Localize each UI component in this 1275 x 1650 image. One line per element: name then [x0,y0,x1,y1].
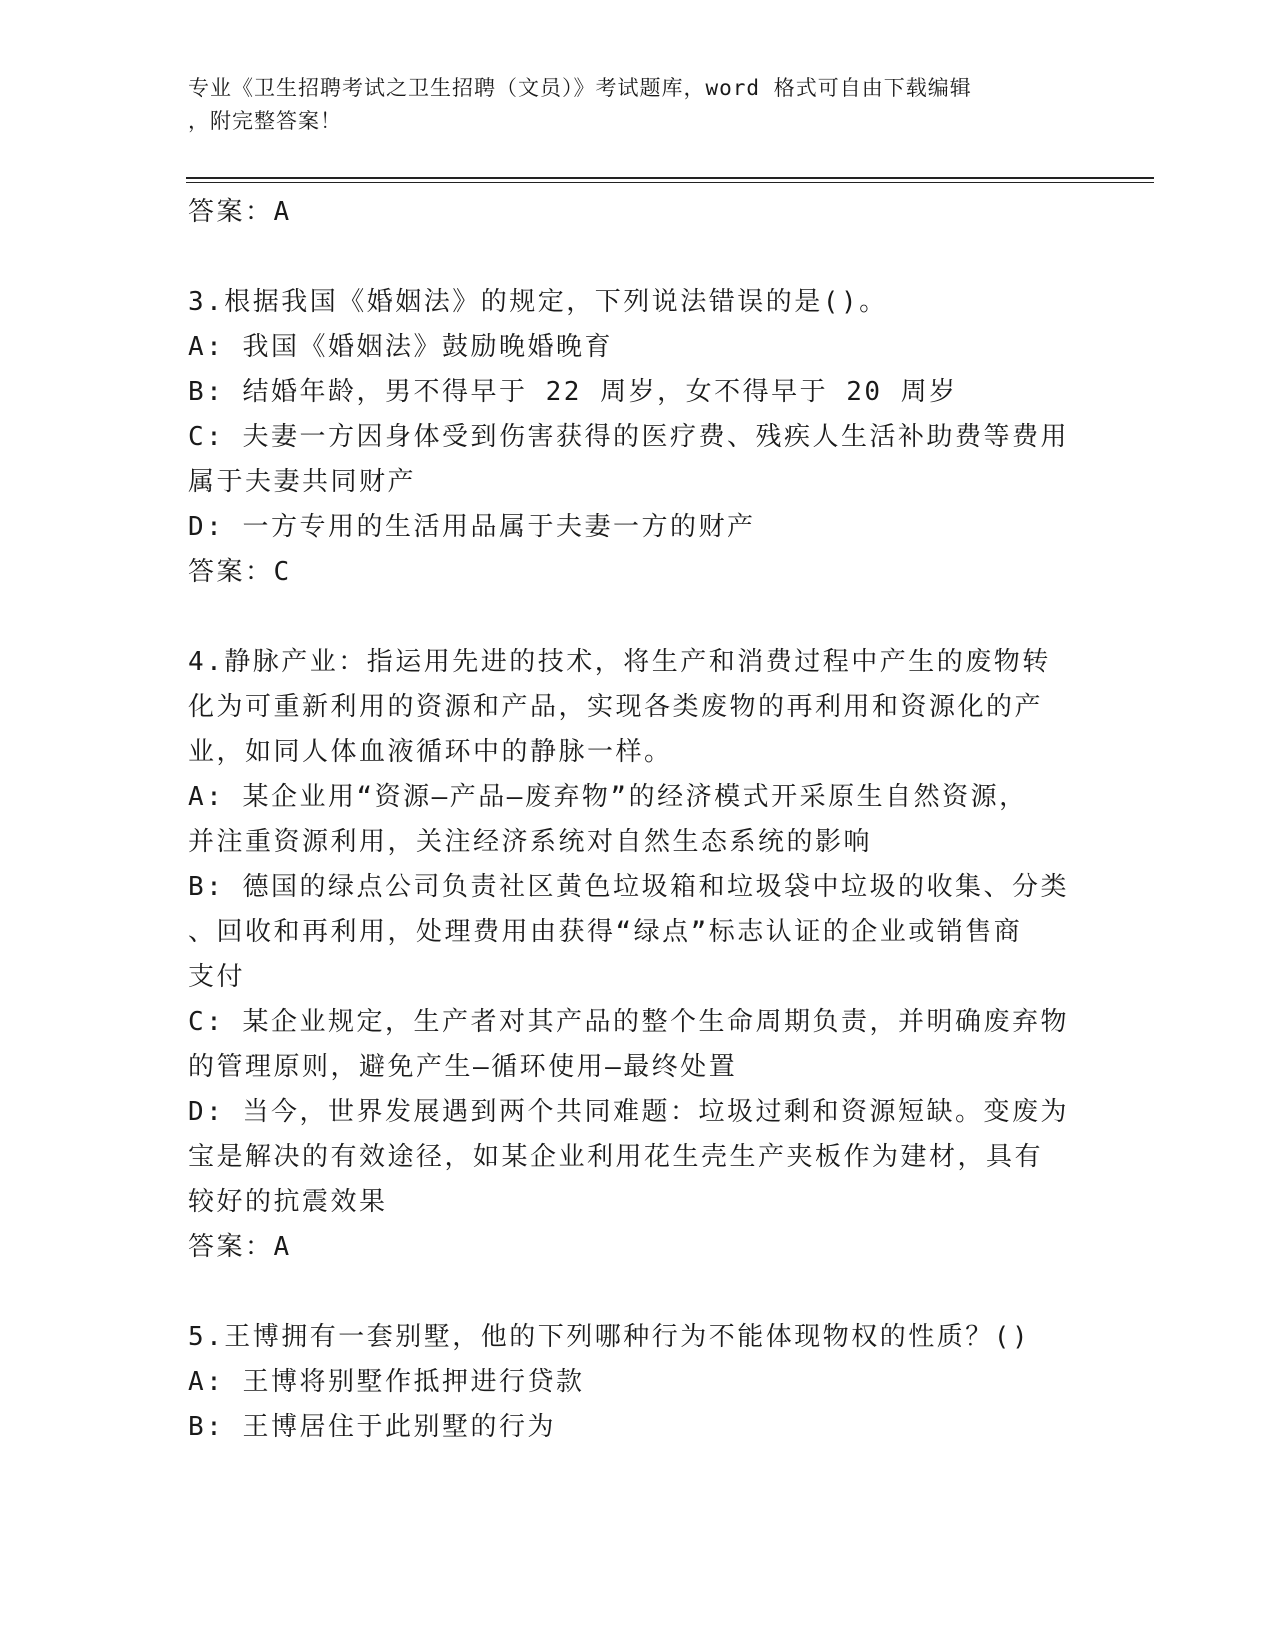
option-d-continued: 较好的抗震效果 [188,1187,388,1217]
question-stem-continued: 业，如同人体血液循环中的静脉一样。 [188,737,673,767]
spacer [188,1270,1088,1315]
option-c: C: 某企业规定，生产者对其产品的整个生命周期负责，并明确废弃物 [188,1007,1069,1037]
option-c-continued: 属于夫妻共同财产 [188,467,417,497]
option-b: B: 德国的绿点公司负责社区黄色垃圾箱和垃圾袋中垃圾的收集、分类 [188,872,1069,902]
question-stem-continued: 化为可重新利用的资源和产品，实现各类废物的再利用和资源化的产 [188,692,1044,722]
question-3 [188,280,1088,595]
option-c-continued: 的管理原则，避免产生—循环使用—最终处置 [188,1052,738,1082]
option-a: A: 王博将别墅作抵押进行贷款 [188,1367,585,1397]
document-header [188,72,1068,138]
question-stem: 3.根据我国《婚姻法》的规定，下列说法错误的是()。 [188,287,888,317]
question-content [188,190,1088,1450]
option-b: B: 结婚年龄，男不得早于 22 周岁，女不得早于 20 周岁 [188,377,958,407]
spacer [188,235,1088,280]
answer-line: 答案：C [188,557,292,587]
option-a: A: 我国《婚姻法》鼓励晚婚晚育 [188,332,613,362]
option-d: D: 当今，世界发展遇到两个共同难题：垃圾过剩和资源短缺。变废为 [188,1097,1069,1127]
option-b-continued: 、回收和再利用，处理费用由获得“绿点”标志认证的企业或销售商 [188,917,1023,947]
question-stem: 5.王博拥有一套别墅，他的下列哪种行为不能体现物权的性质？() [188,1322,1031,1352]
question-stem: 4.静脉产业：指运用先进的技术，将生产和消费过程中产生的废物转 [188,647,1051,677]
question-5 [188,1315,1088,1450]
option-b-continued: 支付 [188,962,246,992]
option-d: D: 一方专用的生活用品属于夫妻一方的财产 [188,512,756,542]
option-d-continued: 宝是解决的有效途径，如某企业利用花生壳生产夹板作为建材，具有 [188,1142,1044,1172]
header-line: ，附完整答案！ [188,109,342,133]
answer-line: 答案：A [188,1232,292,1262]
option-a-continued: 并注重资源利用，关注经济系统对自然生态系统的影响 [188,827,873,857]
spacer [188,595,1088,640]
option-b: B: 王博居住于此别墅的行为 [188,1412,556,1442]
header-divider-thin [186,182,1154,183]
header-line: 专业《卫生招聘考试之卫生招聘（文员）》考试题库，word 格式可自由下载编辑 [188,76,972,100]
header-divider-thick [186,177,1154,179]
question-4 [188,640,1088,1270]
answer-line: 答案：A [188,197,292,227]
option-a: A: 某企业用“资源—产品—废弃物”的经济模式开采原生自然资源， [188,782,1028,812]
option-c: C: 夫妻一方因身体受到伤害获得的医疗费、残疾人生活补助费等费用 [188,422,1069,452]
